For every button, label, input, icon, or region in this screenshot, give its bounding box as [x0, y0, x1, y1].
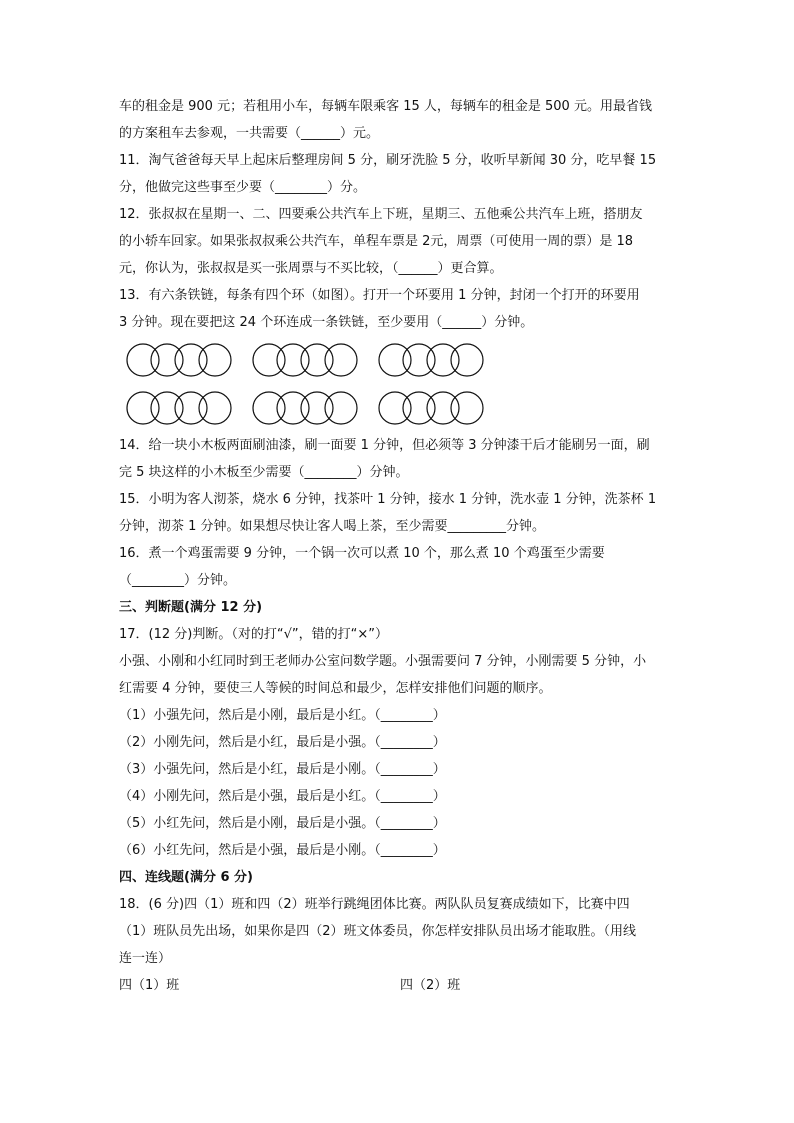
chain-ring — [175, 344, 207, 376]
chain-ring — [277, 344, 309, 376]
chain-ring — [253, 392, 285, 424]
chain-ring — [151, 344, 183, 376]
chain-5 — [253, 392, 357, 424]
text-line: 小强、小刚和小红同时到王老师办公室问数学题。小强需要问 7 分钟，小刚需要 5 分钟，小 — [119, 654, 647, 669]
question-block-s3 — [119, 621, 679, 864]
chain-1 — [127, 344, 231, 376]
judgment-item-3: （3）小强先问，然后是小红，最后是小刚。（________） — [119, 762, 446, 777]
question-14-line: 14．给一块小木板两面刷油漆，刷一面要 1 分钟，但必须等 3 分钟漆干后才能刷另一面，刷 — [119, 438, 650, 453]
chain-ring — [451, 344, 483, 376]
chain-ring — [427, 392, 459, 424]
chain-ring — [325, 344, 357, 376]
judgment-item-6: （6）小红先问，然后是小强，最后是小刚。（________） — [119, 843, 446, 858]
question-15-line: 15．小明为客人沏茶，烧水 6 分钟，找茶叶 1 分钟，接水 1 分钟，洗水壶 1 分钟，洗茶杯 1 — [119, 492, 657, 507]
text-line: 车的租金是 900 元；若租用小车，每辆车限乘客 15 人，每辆车的租金是 500 元。用最省钱 — [119, 99, 652, 114]
chain-6 — [379, 392, 483, 424]
text-line: 分钟，沏茶 1 分钟。如果想尽快让客人喝上茶，至少需要_________分钟。 — [119, 519, 546, 534]
text-line: 连一连） — [119, 951, 172, 966]
question-12-line: 12．张叔叔在星期一、二、四要乘公共汽车上下班，星期三、五他乘公共汽车上班，搭朋友 — [119, 207, 643, 222]
document-page — [119, 93, 679, 999]
question-18-line: 18．(6 分)四（1）班和四（2）班举行跳绳团体比赛。两队队员复赛成绩如下，比赛中四 — [119, 897, 630, 912]
text-line: 分，他做完这些事至少要（________）分。 — [119, 180, 367, 195]
text-line: 完 5 块这样的小木板至少需要（________）分钟。 — [119, 465, 409, 480]
text-line: 的方案租车去参观，一共需要（______）元。 — [119, 126, 380, 141]
question-13-line: 13．有六条铁链，每条有四个环（如图）。打开一个环要用 1 分钟，封闭一个打开的环要用 — [119, 288, 640, 303]
text-line: （________）分钟。 — [119, 573, 237, 588]
chain-2 — [253, 344, 357, 376]
chain-ring — [325, 392, 357, 424]
question-16-line: 16．煮一个鸡蛋需要 9 分钟，一个锅一次可以煮 10 个，那么煮 10 个鸡蛋至少需要 — [119, 546, 605, 561]
judgment-item-1: （1）小强先问，然后是小刚，最后是小红。（________） — [119, 708, 446, 723]
chain-3 — [379, 344, 483, 376]
class-labels — [119, 972, 679, 999]
chain-ring — [175, 392, 207, 424]
chain-4 — [127, 392, 231, 424]
chain-ring — [199, 344, 231, 376]
chain-ring — [301, 344, 333, 376]
judgment-item-5: （5）小红先问，然后是小刚，最后是小强。（________） — [119, 816, 446, 831]
class-label-right: 四（2）班 — [400, 978, 461, 993]
chain-ring — [403, 392, 435, 424]
section-4-title: 四、连线题(满分 6 分) — [119, 870, 253, 885]
chain-rings-figure — [119, 336, 679, 432]
question-11-line: 11．淘气爸爸每天早上起床后整理房间 5 分，刷牙洗脸 5 分，收听早新闻 30 分，吃早餐 15 — [119, 153, 657, 168]
judgment-item-2: （2）小刚先问，然后是小红，最后是小强。（________） — [119, 735, 446, 750]
chain-ring — [427, 344, 459, 376]
chain-rings-svg — [125, 338, 485, 430]
text-line: 3 分钟。现在要把这 24 个环连成一条铁链，至少要用（______）分钟。 — [119, 315, 534, 330]
judgment-item-4: （4）小刚先问，然后是小强，最后是小红。（________） — [119, 789, 446, 804]
chain-ring — [451, 392, 483, 424]
chain-ring — [379, 392, 411, 424]
question-block-s4 — [119, 891, 679, 972]
text-line: 红需要 4 分钟，要使三人等候的时间总和最少，怎样安排他们问题的顺序。 — [119, 681, 552, 696]
question-block-top — [119, 93, 679, 336]
chain-ring — [127, 344, 159, 376]
chain-ring — [127, 392, 159, 424]
chain-ring — [151, 392, 183, 424]
question-17-line: 17．(12 分)判断。（对的打“√”，错的打“×”） — [119, 627, 388, 642]
text-line: （1）班队员先出场，如果你是四（2）班文体委员，你怎样安排队员出场才能取胜。（用线 — [119, 924, 637, 939]
text-line: 的小轿车回家。如果张叔叔乘公共汽车，单程车票是 2元，周票（可使用一周的票）是 18 — [119, 234, 634, 249]
chain-ring — [253, 344, 285, 376]
chain-ring — [379, 344, 411, 376]
question-block-mid — [119, 432, 679, 594]
text-line: 元，你认为，张叔叔是买一张周票与不买比较，（______）更合算。 — [119, 261, 503, 276]
section-3-title: 三、判断题(满分 12 分) — [119, 600, 263, 615]
class-label-left: 四（1）班 — [119, 978, 180, 993]
chain-ring — [403, 344, 435, 376]
chain-ring — [199, 392, 231, 424]
chain-ring — [301, 392, 333, 424]
chain-ring — [277, 392, 309, 424]
